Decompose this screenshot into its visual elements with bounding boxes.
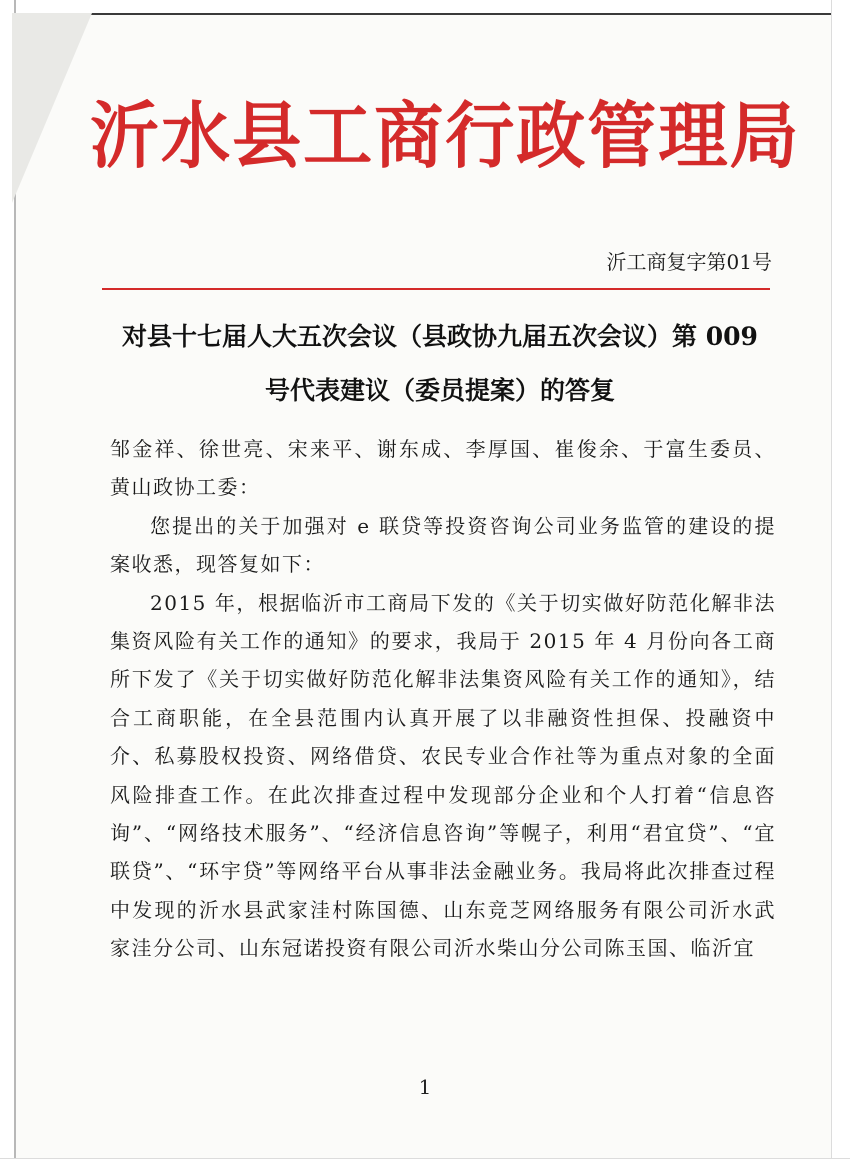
scan-edge-bottom <box>0 1158 850 1169</box>
reply-heading <box>100 310 780 418</box>
salutation: 邹金祥、徐世亮、宋来平、谢东成、李厚国、崔俊余、于富生委员、黄山政协工委： <box>110 437 776 500</box>
reply-heading-line-2: 号代表建议（委员提案）的答复 <box>264 376 615 405</box>
scan-edge-right <box>831 0 850 1169</box>
paragraph-2: 2015 年，根据临沂市工商局下发的《关于切实做好防范化解非法集资风险有关工作的通知》的要求，我局于 2015 年 4 月份向各工商所下发了《关于切实做好防范化解非法集资风险有关工作的通知》，结合工商职能，在全县范围内认真开展了以非融资性担保、投融资中介、私募股权投资、网络借贷、农民专业合作社等为重点对象的全面风险排查工作。在此次排查过程中发现部分企业和个人打着“信息咨询”、“网络技术服务”、“经济信息咨询”等幌子，利用“君宜贷”、“宜联贷”、“环宇贷”等网络平台从事非法金融业务。我局将此次排查过程中发现的沂水县武家洼村陈国德、山东竞芝网络服务有限公司沂水武家洼分公司、山东冠诺投资有限公司沂水柴山分公司陈玉国、临沂宜 <box>110 590 776 961</box>
paragraph-1: 您提出的关于加强对 e 联贷等投资咨询公司业务监管的建设的提案收悉，现答复如下： <box>110 513 776 577</box>
letterhead-red-rule <box>102 288 770 290</box>
scan-edge-top <box>0 0 850 15</box>
letterhead-title: 沂水县工商行政管理局 <box>90 93 801 178</box>
page-number: 1 <box>418 1075 432 1099</box>
reply-heading-line-1: 对县十七届人大五次会议（县政协九届五次会议）第 009 <box>122 322 758 351</box>
document-number: 沂工商复字第01号 <box>606 250 772 274</box>
folded-corner <box>12 13 92 203</box>
letter-body <box>110 430 776 968</box>
